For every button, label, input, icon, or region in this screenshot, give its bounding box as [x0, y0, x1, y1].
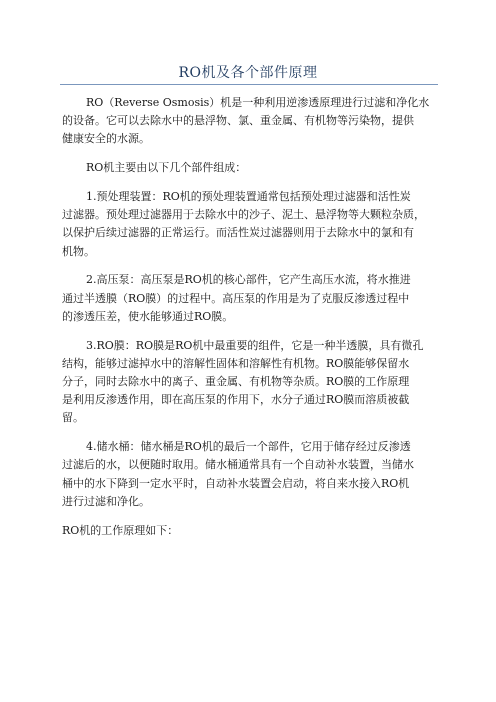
paragraph-line: RO（Reverse Osmosis）机是一种利用逆渗透原理进行过滤和净化水 [86, 96, 430, 109]
paragraph-line: 4.储水桶：储水桶是RO机的最后一个部件，它用于储存经过反渗透 [86, 440, 411, 454]
paragraph-line: 机物。 [62, 244, 95, 258]
paragraph-line: 的设备。它可以去除水中的悬浮物、氯、重金属、有机物等污染物，提供 [62, 114, 414, 128]
paragraph-line: 过滤后的水，以便随时取用。储水桶通常具有一个自动补水装置，当储水 [62, 458, 414, 472]
paragraph-line: 分子，同时去除水中的离子、重金属、有机物等杂质。RO膜的工作原理 [62, 375, 410, 389]
document-title: RO机及各个部件原理 [178, 65, 318, 81]
paragraph-line: 1.预处理装置：RO机的预处理装置通常包括预处理过滤器和活性炭 [86, 190, 411, 203]
paragraph-line: 的渗透压差，使水能够通过RO膜。 [62, 309, 234, 323]
paragraph-line: 进行过滤和净化。 [62, 494, 150, 508]
paragraph-line: 健康安全的水源。 [62, 132, 150, 146]
paragraph-line: 2.高压泵：高压泵是RO机的核心部件，它产生高压水流，将水推进 [86, 273, 411, 287]
paragraph-tank [62, 438, 440, 511]
paragraph-line: 通过半透膜（RO膜）的过程中。高压泵的作用是为了克服反渗透过程中 [62, 291, 410, 305]
paragraph-line: 3.RO膜：RO膜是RO机中最重要的组件，它是一种半透膜，具有微孔 [86, 338, 424, 352]
document-body [62, 94, 440, 550]
paragraph-line: 是利用反渗透作用，即在高压泵的作用下，水分子通过RO膜而溶质被截 [62, 393, 410, 407]
paragraph-line: 过滤器。预处理过滤器用于去除水中的沙子、泥土、悬浮物等大颗粒杂质， [62, 208, 425, 222]
paragraph-intro [62, 94, 440, 149]
title-underline [60, 84, 438, 85]
paragraph-working-intro [62, 522, 440, 540]
paragraph-pretreatment [62, 188, 440, 261]
paragraph-pump [62, 271, 440, 326]
paragraph-line: 留。 [62, 411, 84, 425]
paragraph-line: 桶中的水下降到一定水平时，自动补水装置会启动，将自来水接入RO机 [62, 476, 410, 490]
paragraph-membrane [62, 337, 440, 428]
paragraph-line: 结构，能够过滤掉水中的溶解性固体和溶解性有机物。RO膜能够保留水 [62, 356, 410, 370]
paragraph-components-intro [62, 159, 440, 177]
paragraph-line: RO机的工作原理如下： [62, 523, 179, 537]
paragraph-line: 以保护后续过滤器的正常运行。而活性炭过滤器则用于去除水中的氯和有 [62, 226, 414, 240]
paragraph-line: RO机主要由以下几个部件组成： [86, 161, 247, 175]
